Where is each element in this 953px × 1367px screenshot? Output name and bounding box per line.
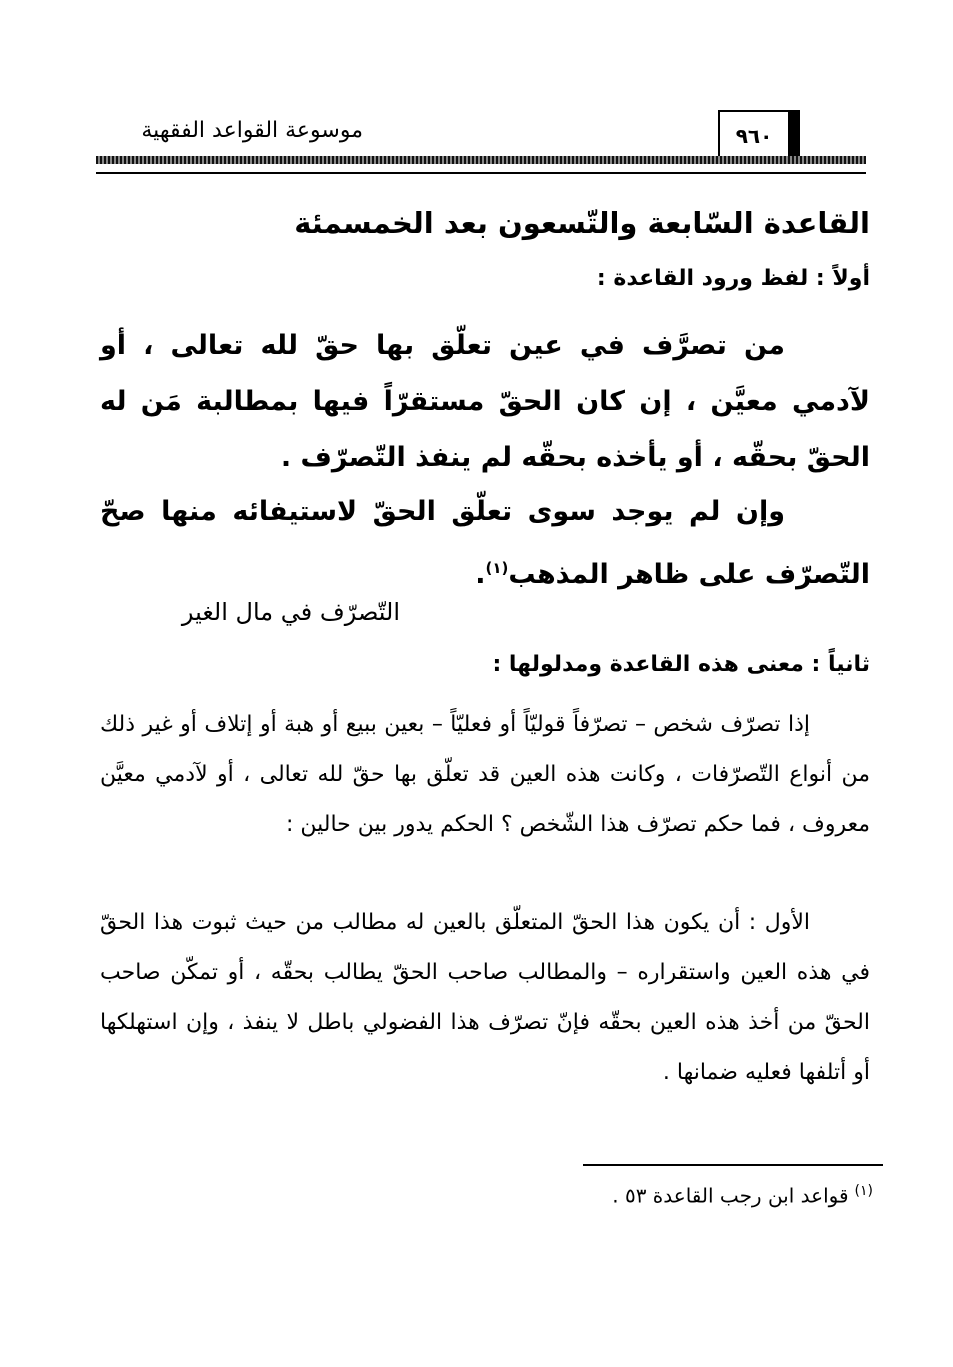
footnote-ref[interactable]: (١) [485,559,509,577]
section2-heading: ثانياً : معنى هذه القاعدة ومدلولها : [492,652,870,677]
section1-heading: أولاً : لفظ ورود القاعدة : [596,266,870,291]
footnote-text: قواعد ابن رجب القاعدة ٥٣ . [612,1183,849,1208]
explanation-para2: الأول : أن يكون هذا الحقّ المتعلّق بالعين له مطالب من حيث ثبوت هذا الحقّ في هذه العين واستقراره – والمطالب صاحب الحقّ يطالب بحقّه ، أو تمكّن صاحب الحقّ من أخذ هذه العين بحقّه فإنّ تصرّف هذا الفضولي باطل لا ينفذ ، وإن استهلكها أو أتلفها فعليه ضمانها . [100,910,870,1085]
footnote-rule [583,1164,883,1166]
running-title: موسوعة القواعد الفقهية [141,118,363,143]
side-note-title: التّصرّف في مال الغير [181,598,400,626]
rule-text-para1: من تصرَّف في عين تعلّق بها حقّ لله تعالى ، أو لآدمي معيَّن ، إن كان الحقّ مستقرّاً فيها بمطالبة مَن له الحقّ بحقّه ، أو يأخذه بحقّه لم ينفذ التّصرّف . [100,330,870,473]
footnote-mark: (١) [854,1183,873,1199]
rule-text-para2-body: وإن لم يوجد سوى تعلّق الحقّ لاستيفائه منها صحّ التّصرّف على ظاهر المذهب [100,496,870,590]
rule-title: القاعدة السّابعة والتّسعون بعد الخمسمئة [294,206,870,240]
page-number: ٩٦٠ [718,110,790,160]
rule-text-para2 [100,484,870,603]
page-number-bar [790,110,800,160]
header-rule [96,156,866,164]
header-rule-thin [96,172,866,174]
rule-text-para2-end: . [475,559,486,590]
footnote [612,1183,873,1208]
explanation-para1: إذا تصرّف شخص – تصرّفاً قوليّاً أو فعليّاً – بعين ببيع أو هبة أو إتلاف أو غير ذلك من أنواع التّصرّفات ، وكانت هذه العين قد تعلّق بها حقّ لله تعالى ، أو لآدمي معيَّن معروف ، فما حكم تصرّف هذا الشّخص ؟ الحكم يدور بين حالين : [100,712,870,837]
